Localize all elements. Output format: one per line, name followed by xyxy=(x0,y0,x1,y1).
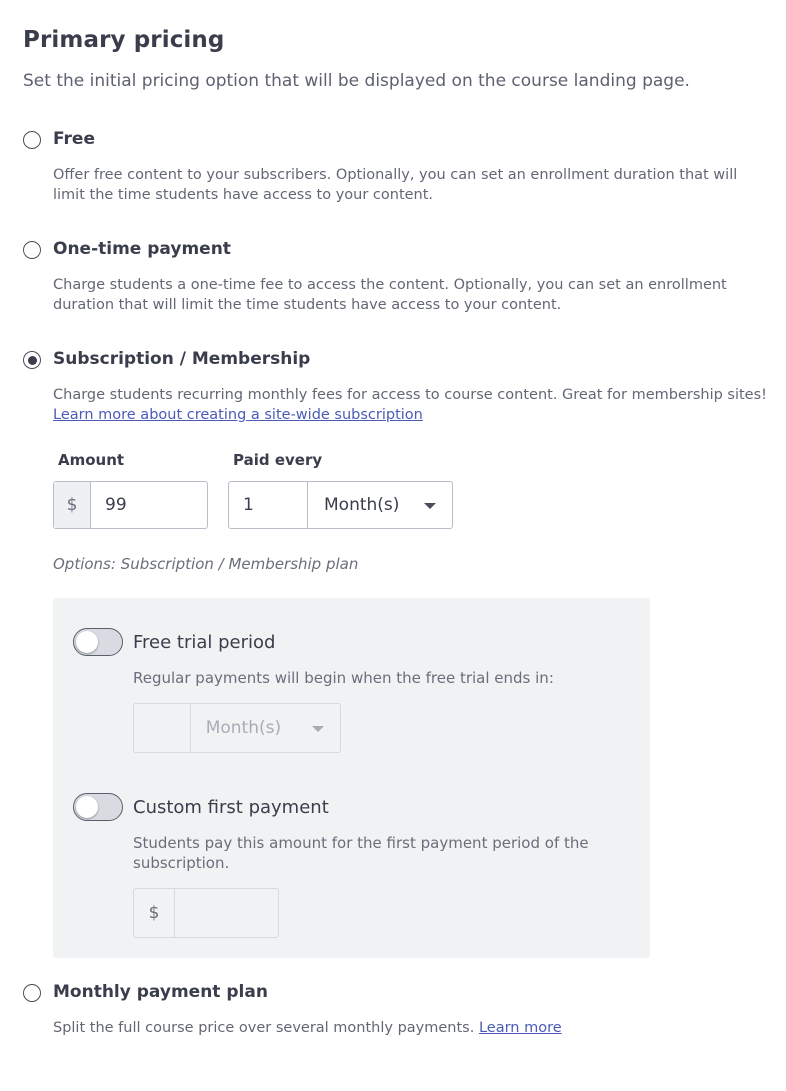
amount-input[interactable] xyxy=(91,481,207,529)
paid-every-group xyxy=(228,481,453,529)
free-trial-description: Regular payments will begin when the free trial ends in: xyxy=(133,669,554,687)
option-description-monthly-payment-plan: Split the full course price over several monthly payments. xyxy=(53,1020,475,1036)
page-subtitle: Set the initial pricing option that will be displayed on the course landing page. xyxy=(23,71,690,91)
option-description-subscription: Charge students recurring monthly fees for access to course content. Great for membership sites! xyxy=(53,387,767,403)
custom-first-payment-input[interactable] xyxy=(175,889,278,937)
free-trial-period-select[interactable] xyxy=(191,704,340,752)
custom-first-payment-description: Students pay this amount for the first payment period of the subscription. xyxy=(133,834,589,872)
radio-monthly-payment-plan[interactable] xyxy=(23,984,41,1002)
option-label-subscription-membership: Subscription / Membership xyxy=(53,349,311,369)
custom-first-payment-label: Custom first payment xyxy=(133,797,329,818)
paid-every-input[interactable] xyxy=(229,481,307,529)
free-trial-duration-group xyxy=(133,703,341,753)
option-label-free: Free xyxy=(53,129,95,149)
amount-label: Amount xyxy=(58,451,125,469)
option-description-free: Offer free content to your subscribers. Optionally, you can set an enrollment duration that will limit the time students have access to your content. xyxy=(53,167,738,203)
free-trial-label: Free trial period xyxy=(133,632,276,653)
toggle-knob xyxy=(76,631,98,653)
chevron-down-icon xyxy=(312,726,324,732)
option-description-subscription-block xyxy=(53,385,773,425)
period-select-value: Month(s) xyxy=(324,495,400,515)
currency-prefix: $ xyxy=(54,482,91,528)
chevron-down-icon xyxy=(424,503,436,509)
option-label-one-time-payment: One-time payment xyxy=(53,239,231,259)
monthly-plan-learn-more-link[interactable]: Learn more xyxy=(478,1020,562,1036)
free-trial-duration-input[interactable] xyxy=(134,704,191,752)
custom-first-payment-toggle[interactable] xyxy=(73,793,123,821)
free-trial-toggle[interactable] xyxy=(73,628,123,656)
subscription-learn-more-link[interactable]: Learn more about creating a site-wide subscription xyxy=(53,407,423,423)
option-description-monthly-block xyxy=(53,1018,765,1038)
amount-input-group xyxy=(53,481,208,529)
options-note: Options: Subscription / Membership plan xyxy=(53,555,359,573)
radio-free[interactable] xyxy=(23,131,41,149)
custom-first-payment-group xyxy=(133,888,279,938)
option-label-monthly-payment-plan: Monthly payment plan xyxy=(53,982,268,1002)
option-description-one-time-payment: Charge students a one-time fee to access the content. Optionally, you can set an enrollment duration that will limit the time students have access to your content. xyxy=(53,277,727,313)
radio-subscription-membership[interactable] xyxy=(23,351,41,369)
radio-one-time-payment[interactable] xyxy=(23,241,41,259)
paid-every-label: Paid every xyxy=(233,451,323,469)
currency-prefix: $ xyxy=(134,889,175,937)
page-title: Primary pricing xyxy=(23,27,225,53)
free-trial-period-value: Month(s) xyxy=(205,718,282,738)
toggle-knob xyxy=(76,796,98,818)
period-select[interactable] xyxy=(307,482,452,528)
